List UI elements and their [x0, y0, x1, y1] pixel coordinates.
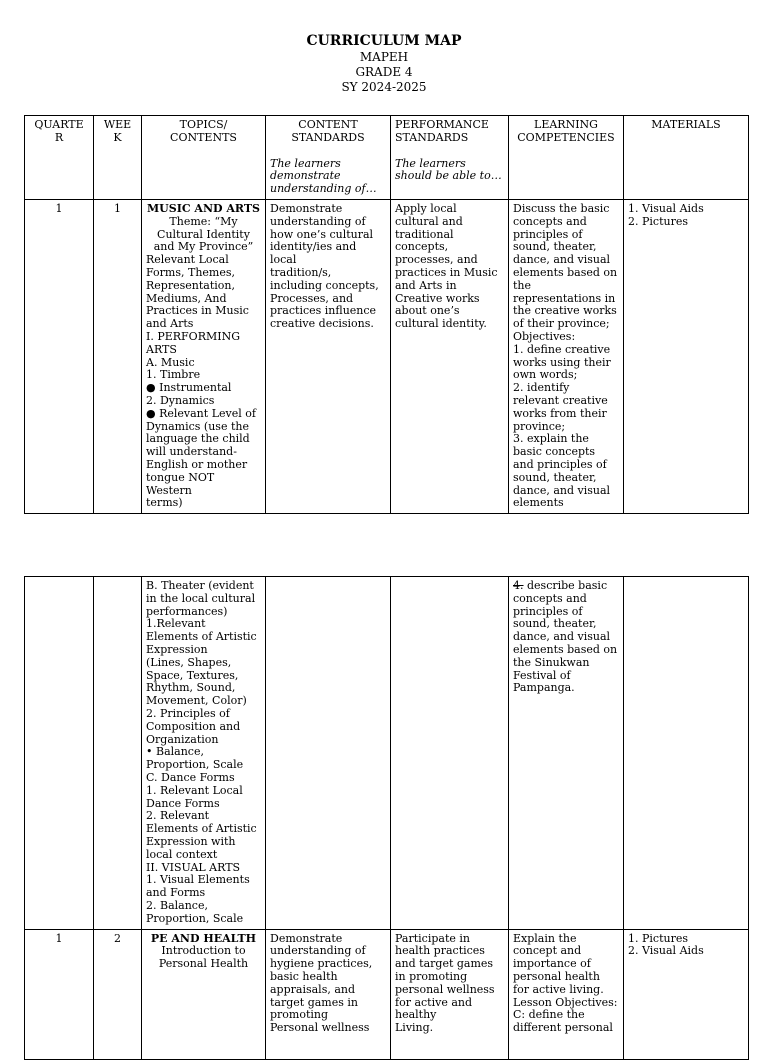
column-header-content-standards — [266, 116, 391, 200]
performance-standards-cell: Participate in health practices and target games in promoting personal wellness for active and healthy Living. — [391, 929, 509, 1059]
content-standards-cell — [266, 577, 391, 930]
topics-cell — [142, 929, 266, 1059]
quarter-cell: 1 — [25, 929, 94, 1059]
column-header-week: WEE K — [94, 116, 142, 200]
column-header-learning-competencies: LEARNING COMPETENCIES — [509, 116, 624, 200]
week-cell — [94, 577, 142, 930]
performance-standards-subtext: The learners should be able to… — [395, 156, 502, 183]
competency-text: describe basic concepts and principles of sound, theater, dance, and visual elements based on the Sinukwan Festival of Pampanga. — [513, 579, 618, 695]
topics-cell — [142, 577, 266, 930]
column-header-performance-standards — [391, 116, 509, 200]
content-standards-subtext: The learners demonstrate understanding of… — [270, 156, 377, 196]
table-row — [25, 577, 749, 930]
content-standards-cell: Demonstrate understanding of how one’s cultural identity/ies and local tradition/s, including concepts, Processes, and practices influence creative decisions. — [266, 199, 391, 513]
column-header-materials: MATERIALS — [624, 116, 749, 200]
column-header-quarter: QUARTE R — [25, 116, 94, 200]
curriculum-table-page-1 — [24, 115, 749, 514]
subject-line: MAPEH — [359, 50, 409, 64]
quarter-cell: 1 — [25, 199, 94, 513]
school-year-line: SY 2024-2025 — [341, 80, 427, 94]
topic-theme: Theme: “My Cultural Identity and My Province” — [153, 214, 254, 254]
curriculum-table-page-2 — [24, 576, 749, 1060]
quarter-cell — [25, 577, 94, 930]
performance-standards-label: PERFORMANCE STANDARDS — [395, 118, 489, 144]
materials-cell: 1. Pictures 2. Visual Aids — [624, 929, 749, 1059]
topic-title: MUSIC AND ARTS — [146, 201, 260, 215]
competency-number: 4. — [513, 579, 524, 592]
topics-cell — [142, 199, 266, 513]
learning-competencies-cell: Explain the concept and importance of personal health for active living. Lesson Objectives: C: define the different personal — [509, 929, 624, 1059]
column-header-topics: TOPICS/ CONTENTS — [142, 116, 266, 200]
table-header-row — [25, 116, 749, 200]
learning-competencies-cell: Discuss the basic concepts and principles of sound, theater, dance, and visual elements based on the representations in the creative works of their province; Objectives: 1. define creative works using their own words; 2. identify relevant creative works from their province; 3. explain the basic concepts and principles of sound, theater, dance, and visual elements — [509, 199, 624, 513]
topic-body: B. Theater (evident in the local cultural performances) 1.Relevant Elements of Artistic Expression (Lines, Shapes, Space, Textures, Rhythm, Sound, Movement, Color) 2. Principles of Composition and Organization • Balance, Proportion, Scale C. Dance Forms 1. Relevant Local Dance Forms 2. Relevant Elements of Artistic Expression with local context II. VISUAL ARTS 1. Visual Elements and Forms 2. Balance, Proportion, Scale — [146, 579, 257, 925]
week-cell: 2 — [94, 929, 142, 1059]
grade-line: GRADE 4 — [355, 65, 413, 79]
table-row — [25, 929, 749, 1059]
content-standards-cell: Demonstrate understanding of hygiene practices, basic health appraisals, and target games in promoting Personal wellness — [266, 929, 391, 1059]
performance-standards-cell: Apply local cultural and traditional concepts, processes, and practices in Music and Arts in Creative works about one’s cultural identity. — [391, 199, 509, 513]
learning-competencies-cell — [509, 577, 624, 930]
table-row — [25, 199, 749, 513]
topic-theme: Introduction to Personal Health — [158, 944, 249, 971]
content-standards-label: CONTENT STANDARDS — [291, 118, 365, 144]
topic-body: Relevant Local Forms, Themes, Representation, Mediums, And Practices in Music and Arts I. PERFORMING ARTS A. Music 1. Timbre ● Instrumental 2. Dynamics ● Relevant Level of Dynamics (use the language the child will understand- English or mother tongue NOT Western terms) — [146, 253, 256, 510]
topic-title: PE AND HEALTH — [150, 931, 257, 945]
page-title: CURRICULUM MAP — [306, 33, 462, 49]
week-cell: 1 — [94, 199, 142, 513]
materials-cell — [624, 577, 749, 930]
performance-standards-cell — [391, 577, 509, 930]
materials-cell: 1. Visual Aids 2. Pictures — [624, 199, 749, 513]
